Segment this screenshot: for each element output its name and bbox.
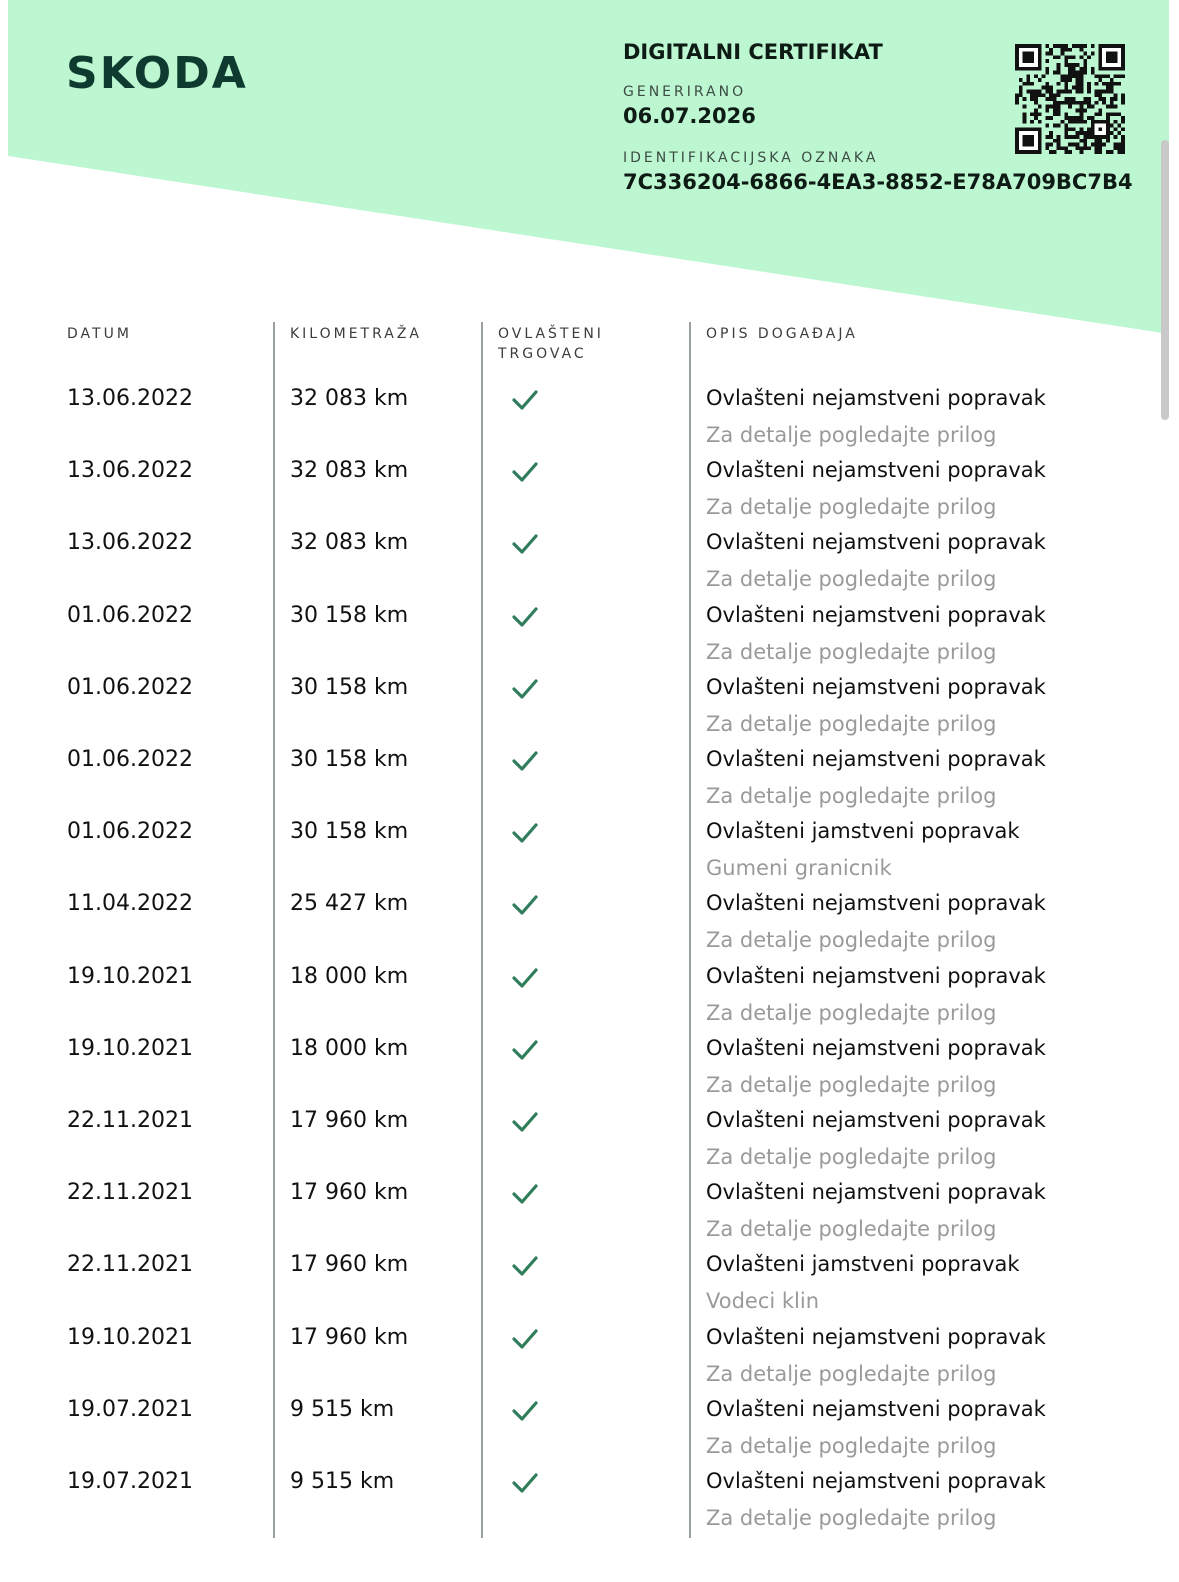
row-event-detail: Vodeci klin <box>706 1289 820 1314</box>
row-date: 13.06.2022 <box>67 458 193 484</box>
row-date: 22.11.2021 <box>67 1108 193 1133</box>
row-date: 19.07.2021 <box>67 1396 193 1422</box>
check-icon <box>511 1254 539 1278</box>
row-date: 19.10.2021 <box>67 1324 193 1350</box>
row-event-detail: Za detalje pogledajte prilog <box>706 423 997 447</box>
row-mileage: 32 083 km <box>290 458 409 484</box>
row-event-description: Ovlašteni nejamstveni popravak <box>706 891 1046 916</box>
row-event-detail: Za detalje pogledajte prilog <box>706 1000 997 1025</box>
row-event-detail: Za detalje pogledajte prilog <box>706 1506 997 1530</box>
row-event-description: Ovlašteni jamstveni popravak <box>706 1252 1020 1277</box>
header-dealer-line1: OVLAŠTENI <box>498 326 604 342</box>
row-event-description: Ovlašteni nejamstveni popravak <box>706 386 1046 410</box>
row-event-detail: Za detalje pogledajte prilog <box>706 1072 997 1097</box>
table-row <box>0 1397 1179 1469</box>
table-row <box>0 1252 1179 1324</box>
row-date: 01.06.2022 <box>67 674 193 700</box>
row-mileage: 17 960 km <box>290 1180 409 1206</box>
row-event-description: Ovlašteni nejamstveni popravak <box>706 530 1046 555</box>
check-icon <box>511 532 539 556</box>
row-mileage: 18 000 km <box>290 1035 409 1061</box>
check-icon <box>511 1471 539 1495</box>
row-event-detail: Za detalje pogledajte prilog <box>706 495 997 520</box>
check-icon <box>511 388 539 412</box>
generated-label: GENERIRANO <box>623 84 747 100</box>
row-mileage: 17 960 km <box>290 1324 409 1350</box>
row-event-description: Ovlašteni nejamstveni popravak <box>706 1396 1046 1421</box>
row-date: 13.06.2022 <box>67 386 193 411</box>
table-row <box>0 747 1179 819</box>
row-date: 22.11.2021 <box>67 1252 193 1278</box>
row-event-detail: Za detalje pogledajte prilog <box>706 784 997 808</box>
row-mileage: 30 158 km <box>290 602 409 628</box>
row-mileage: 17 960 km <box>290 1252 409 1278</box>
row-date: 22.11.2021 <box>67 1180 193 1206</box>
table-row <box>0 1180 1179 1252</box>
check-icon <box>511 1327 539 1351</box>
header-date: DATUM <box>67 326 132 342</box>
check-icon <box>511 1182 539 1206</box>
row-event-description: Ovlašteni nejamstveni popravak <box>706 458 1046 483</box>
table-row <box>0 1036 1179 1108</box>
row-date: 13.06.2022 <box>67 530 193 556</box>
row-date: 01.06.2022 <box>67 747 193 772</box>
table-row <box>0 891 1179 963</box>
row-date: 01.06.2022 <box>67 602 193 628</box>
row-event-description: Ovlašteni nejamstveni popravak <box>706 963 1046 988</box>
header-km: KILOMETRAŽA <box>290 326 423 342</box>
row-mileage: 25 427 km <box>290 891 409 917</box>
row-mileage: 30 158 km <box>290 819 409 845</box>
check-icon <box>511 677 539 701</box>
row-date: 19.10.2021 <box>67 1035 193 1061</box>
row-event-description: Ovlašteni nejamstveni popravak <box>706 602 1046 627</box>
row-date: 11.04.2022 <box>67 891 193 917</box>
scrollbar[interactable] <box>1161 140 1169 420</box>
row-event-detail: Gumeni granicnik <box>706 856 892 881</box>
generated-date: 06.07.2026 <box>623 104 756 128</box>
id-label: IDENTIFIKACIJSKA OZNAKA <box>623 150 879 166</box>
svg-text:SKODA: SKODA <box>66 48 248 94</box>
table-row <box>0 458 1179 530</box>
header-desc: OPIS DOGAĐAJA <box>706 326 858 342</box>
row-event-description: Ovlašteni nejamstveni popravak <box>706 1180 1046 1205</box>
row-event-description: Ovlašteni nejamstveni popravak <box>706 1324 1046 1349</box>
row-event-description: Ovlašteni jamstveni popravak <box>706 819 1020 844</box>
table-row <box>0 1325 1179 1397</box>
row-event-description: Ovlašteni nejamstveni popravak <box>706 1469 1046 1493</box>
check-icon <box>511 1399 539 1423</box>
table-row <box>0 819 1179 891</box>
table-row <box>0 1108 1179 1180</box>
table-row <box>0 386 1179 458</box>
row-event-detail: Za detalje pogledajte prilog <box>706 1433 997 1458</box>
check-icon <box>511 749 539 773</box>
row-mileage: 9 515 km <box>290 1469 395 1494</box>
check-icon <box>511 893 539 917</box>
id-value: 7C336204-6866-4EA3-8852-E78A709BC7B4 <box>623 170 1133 194</box>
row-mileage: 18 000 km <box>290 963 409 989</box>
row-event-description: Ovlašteni nejamstveni popravak <box>706 1108 1046 1132</box>
check-icon <box>511 605 539 629</box>
header-dealer-line2: TRGOVAC <box>498 346 587 362</box>
row-event-description: Ovlašteni nejamstveni popravak <box>706 747 1046 771</box>
qr-code-icon <box>1015 44 1125 154</box>
header-dealer <box>498 324 604 364</box>
check-icon <box>511 1038 539 1062</box>
row-event-description: Ovlašteni nejamstveni popravak <box>706 674 1046 699</box>
table-row <box>0 675 1179 747</box>
certificate-title: DIGITALNI CERTIFIKAT <box>623 40 883 64</box>
row-date: 01.06.2022 <box>67 819 193 845</box>
row-mileage: 32 083 km <box>290 386 409 411</box>
row-mileage: 30 158 km <box>290 747 409 772</box>
check-icon <box>511 821 539 845</box>
row-mileage: 9 515 km <box>290 1396 395 1422</box>
row-event-detail: Za detalje pogledajte prilog <box>706 1145 997 1169</box>
table-row <box>0 964 1179 1036</box>
row-event-description: Ovlašteni nejamstveni popravak <box>706 1035 1046 1060</box>
row-mileage: 17 960 km <box>290 1108 409 1133</box>
table-row <box>0 603 1179 675</box>
row-event-detail: Za detalje pogledajte prilog <box>706 928 997 953</box>
table-row <box>0 1469 1179 1541</box>
row-event-detail: Za detalje pogledajte prilog <box>706 711 997 736</box>
row-event-detail: Za detalje pogledajte prilog <box>706 639 997 664</box>
skoda-logo <box>66 48 282 94</box>
check-icon <box>511 1110 539 1134</box>
check-icon <box>511 966 539 990</box>
row-event-detail: Za detalje pogledajte prilog <box>706 567 997 592</box>
row-date: 19.07.2021 <box>67 1469 193 1494</box>
row-mileage: 30 158 km <box>290 674 409 700</box>
row-mileage: 32 083 km <box>290 530 409 556</box>
row-event-detail: Za detalje pogledajte prilog <box>706 1361 997 1386</box>
row-event-detail: Za detalje pogledajte prilog <box>706 1217 997 1242</box>
row-date: 19.10.2021 <box>67 963 193 989</box>
check-icon <box>511 460 539 484</box>
table-row <box>0 530 1179 602</box>
